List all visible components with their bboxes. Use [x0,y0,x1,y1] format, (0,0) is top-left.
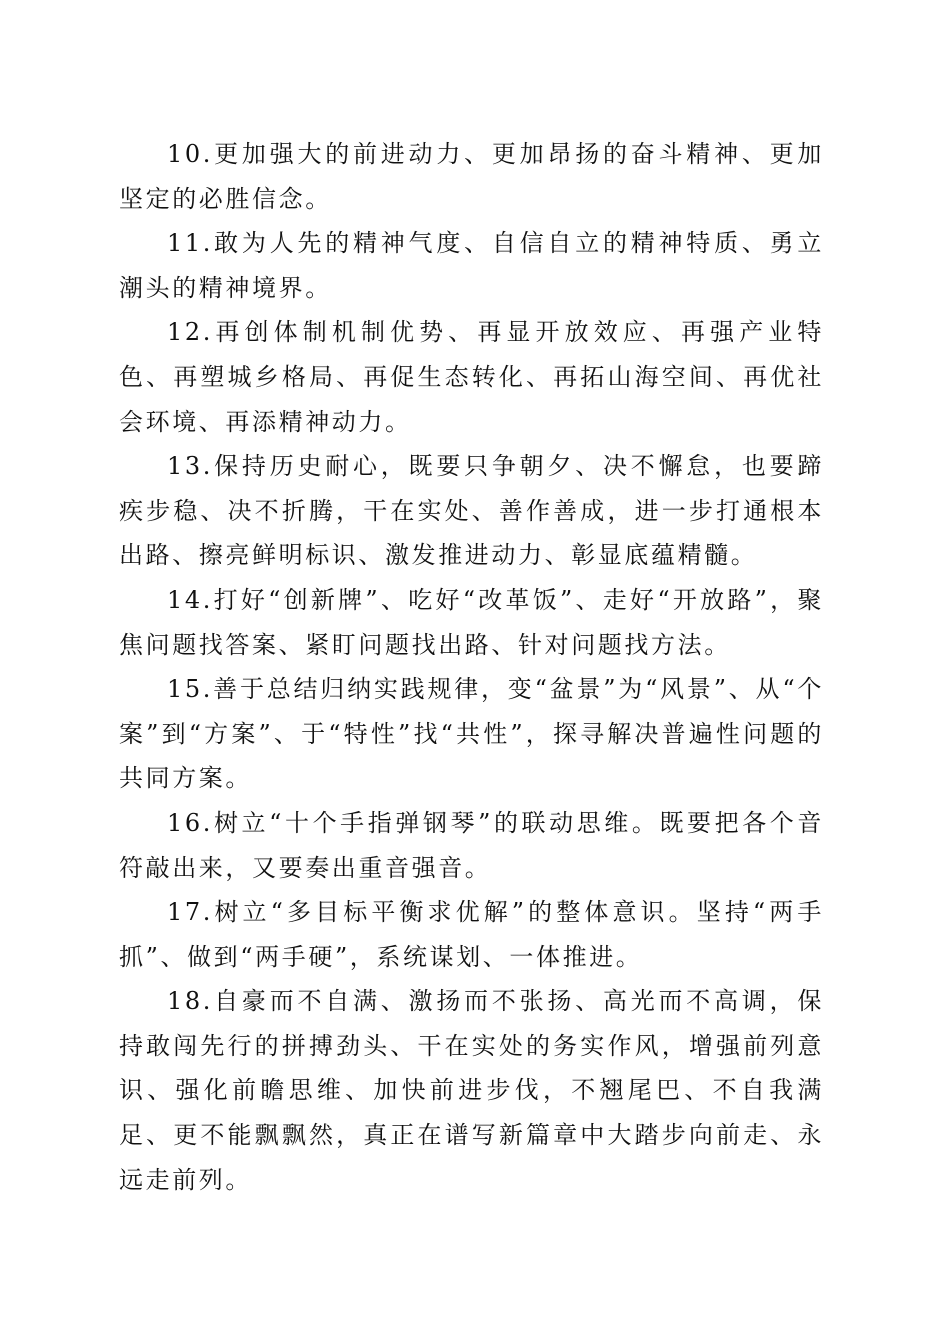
paragraph-17: 17.树立“多目标平衡求优解”的整体意识。坚持“两手抓”、做到“两手硬”，系统谋划、一体推进。 [119,898,824,971]
paragraph-14: 14.打好“创新牌”、吃好“改革饭”、走好“开放路”，聚焦问题找答案、紧盯问题找出路、针对问题找方法。 [119,585,824,659]
paragraph-10: 10.更加强大的前进动力、更加昂扬的奋斗精神、更加坚定的必胜信念。 [119,140,824,213]
paragraph-13: 13.保持历史耐心，既要只争朝夕、决不懈怠，也要蹄疾步稳、决不折腾，干在实处、善作善成，进一步打通根本出路、擦亮鲜明标识、激发推进动力、彰显底蕴精髓。 [119,452,824,570]
paragraph-15: 15.善于总结归纳实践规律，变“盆景”为“风景”、从“个案”到“方案”、于“特性”找“共性”，探寻解决普遍性问题的共同方案。 [119,675,824,793]
paragraph-18: 18.自豪而不自满、激扬而不张扬、高光而不高调，保持敢闯先行的拼搏劲头、干在实处的务实作风，增强前列意识、强化前瞻思维、加快前进步伐，不翘尾巴、不自我满足、更不能飘飘然，真正在谱写新篇章中大踏步向前走、永远走前列。 [119,987,824,1194]
document-body [119,132,824,1202]
paragraph-16: 16.树立“十个手指弹钢琴”的联动思维。既要把各个音符敲出来，又要奏出重音强音。 [119,808,824,882]
paragraph-11: 11.敢为人先的精神气度、自信自立的精神特质、勇立潮头的精神境界。 [119,229,824,302]
paragraph-12: 12.再创体制机制优势、再显开放效应、再强产业特色、再塑城乡格局、再促生态转化、再拓山海空间、再优社会环境、再添精神动力。 [119,318,824,436]
